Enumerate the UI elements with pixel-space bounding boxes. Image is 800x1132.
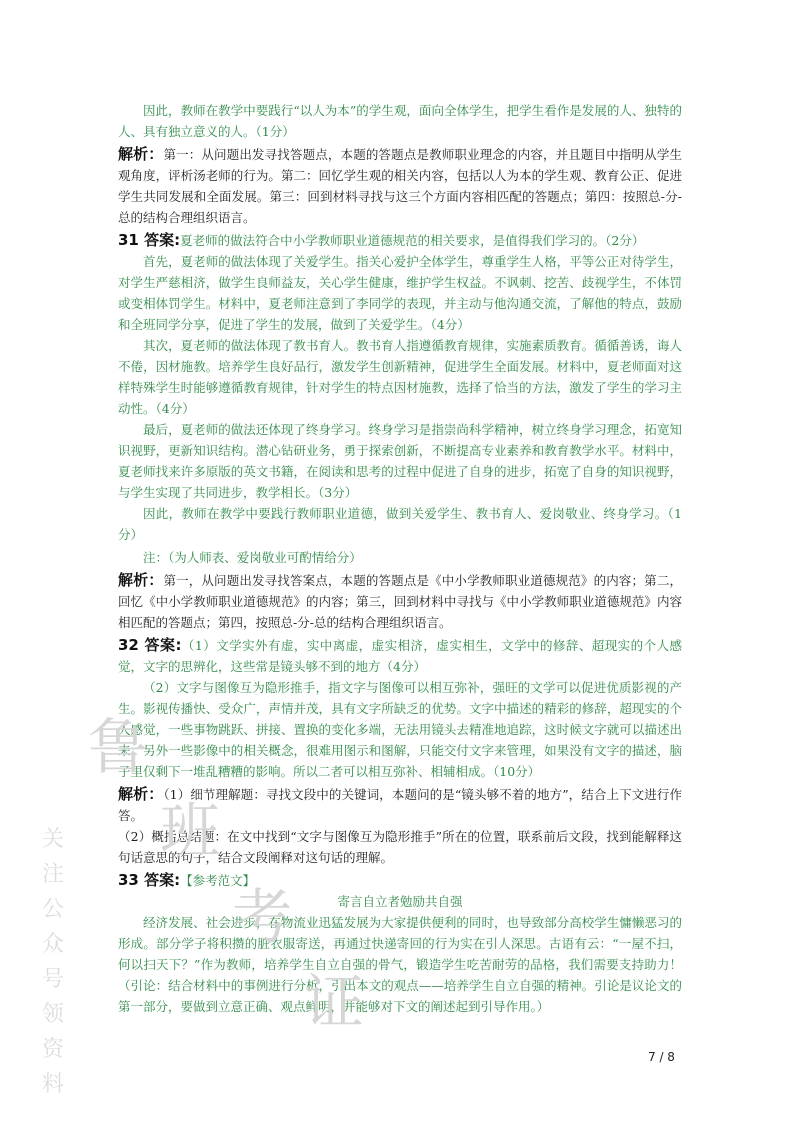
analysis-32-part-1: （1）细节理解题：寻找文段中的关键词，本题问的是“镜头够不着的地方”，结合上下文进行作答。 bbox=[118, 787, 682, 823]
watermark-vertical-text bbox=[40, 822, 66, 1102]
watermark-char-3: 考 bbox=[232, 883, 292, 953]
page-content bbox=[118, 100, 682, 1017]
conclusion-paragraph-30: 因此，教师在教学中要践行“以人为本”的学生观，面向全体学生，把学生看作是发展的人、独特的人、具有独立意义的人。（1分） bbox=[118, 103, 682, 139]
analysis-31 bbox=[118, 570, 682, 633]
answer-31-paragraph-2: 其次，夏老师的做法体现了教书育人。教书育人指遵循教育规律，实施素质教育。循循善诱，诲人不倦，因材施教。培养学生良好品行，激发学生创新精神，促进学生全面发展。材料中，夏老师面对这样特殊学生时能够遵循教育规律，针对学生的特点因材施教，选择了恰当的方法，激发了学生的学习主动性。（4分） bbox=[118, 338, 682, 416]
watermark-vertical-char: 资 bbox=[41, 1037, 64, 1062]
analysis-label: 解析： bbox=[118, 785, 164, 803]
watermark-char-2: 班 bbox=[160, 797, 220, 867]
page-number: 7 / 8 bbox=[648, 1050, 675, 1064]
answer-33-label: 33 答案: bbox=[118, 871, 181, 889]
analysis-30 bbox=[118, 144, 682, 228]
essay-title: 寄言自立者勉励共自强 bbox=[337, 894, 463, 909]
essay-paragraph-1: 经济发展、社会进步，在物流业迅猛发展为大家提供便利的同时，也导致部分高校学生慵懒恶习的形成。部分学子将积攒的脏衣服寄送，再通过快递寄回的行为实在引人深思。古语有云：“一屋不扫，何以扫天下？”作为教师，培养学生自立自强的骨气，锻造学生吃苦耐劳的品格，我们需要支持助力！（引论：结合材料中的事例进行分析，引出本文的观点——培养学生自立自强的精神。引论是议论文的第一部分，要做到立意正确、观点鲜明，并能够对下文的阐述起到引导作用。） bbox=[118, 915, 682, 1014]
answer-31-paragraph-4: 因此，教师在教学中要践行教师职业道德，做到关爱学生、教书育人、爱岗敬业、终身学习。（1分） bbox=[118, 506, 682, 542]
answer-31-label: 31 答案: bbox=[118, 231, 181, 249]
analysis-label: 解析： bbox=[118, 571, 164, 589]
answer-31-heading bbox=[118, 230, 682, 251]
watermark-char-4: 证 bbox=[304, 968, 364, 1038]
answer-33-heading bbox=[118, 870, 682, 891]
answer-33-tag: 【参考范文】 bbox=[180, 873, 256, 888]
answer-32-heading bbox=[118, 635, 682, 677]
answer-31-note: 注：（为人师表、爱岗敬业可酌情给分） bbox=[143, 550, 362, 565]
watermark-vertical-char: 众 bbox=[41, 932, 64, 957]
answer-32-part-1: （1）文学实外有虚，实中离虚，虚实相济，虚实相生，文学中的修辞、超现实的个人感觉，文字的思辨化，这些常是镜头够不到的地方（4分） bbox=[118, 638, 682, 674]
answer-32-part-2: （2）文字与图像互为隐形推手，指文字与图像可以相互弥补，强旺的文学可以促进优质影视的产生。影视传播快、受众广，声情并茂，具有文字所缺乏的优势。文字中描述的精彩的修辞，超现实的个人感觉，一些事物跳跃、拼接、置换的变化多端，无法用镜头去精准地追踪，这时候文字就可以描述出来；另外一些影像中的相关概念，很难用图示和图解，只能交付文字来管理，如果没有文字的描述，脑子里仅剩下一堆乱糟糟的影响。所以二者可以相互弥补、相辅相成。（10分） bbox=[118, 680, 682, 779]
watermark-vertical-char: 注 bbox=[41, 862, 64, 887]
analysis-31-text: 第一，从问题出发寻找答案点，本题的答题点是《中小学教师职业道德规范》的内容；第二，回忆《中小学教师职业道德规范》的内容；第三，回到材料中寻找与《中小学教师职业道德规范》内容相匹配的答题点；第四，按照总-分-总的结构合理组织语言。 bbox=[118, 573, 682, 630]
watermark-vertical-char: 号 bbox=[41, 967, 64, 992]
watermark-vertical-char: 公 bbox=[41, 897, 64, 922]
analysis-label: 解析： bbox=[118, 145, 164, 163]
answer-32-label: 32 答案: bbox=[118, 636, 182, 654]
watermark-vertical-char: 领 bbox=[41, 1002, 64, 1027]
watermark-vertical-char: 料 bbox=[41, 1072, 64, 1097]
analysis-30-text: 第一：从问题出发寻找答题点，本题的答题点是教师职业理念的内容，并且题目中指明从学生观角度，评析汤老师的行为。第二：回忆学生观的相关内容，包括以人为本的学生观、教育公正、促进学生共同发展和全面发展。第三：回到材料寻找与这三个方面内容相匹配的答题点；第四：按照总-分-总的结构合理组织语言。 bbox=[118, 147, 682, 225]
analysis-32-part-2: （2）概括总结题：在文中找到“文字与图像互为隐形推手”所在的位置，联系前后文段，找到能解释这句话意思的句子，结合文段阐释对这句话的理解。 bbox=[118, 829, 682, 865]
watermark-char-1: 鲁 bbox=[88, 713, 148, 783]
answer-31-paragraph-3: 最后，夏老师的做法还体现了终身学习。终身学习是指崇尚科学精神，树立终身学习理念，拓宽知识视野，更新知识结构。潜心钻研业务，勇于探索创新，不断提高专业素养和教育教学水平。材料中，夏老师找来许多原版的英文书籍，在阅读和思考的过程中促进了自身的进步，拓宽了自身的知识视野，与学生实现了共同进步，教学相长。（3分） bbox=[118, 422, 682, 500]
answer-31-intro: 夏老师的做法符合中小学教师职业道德规范的相关要求，是值得我们学习的。（2分） bbox=[180, 233, 645, 248]
answer-31-paragraph-1: 首先，夏老师的做法体现了关爱学生。指关心爱护全体学生，尊重学生人格，平等公正对待学生，对学生严慈相济，做学生良师益友，关心学生健康，维护学生权益。不讽刺、挖苦、歧视学生，不体罚或变相体罚学生。材料中，夏老师注意到了李同学的表现，并主动与他沟通交流，了解他的特点，鼓励和全班同学分享，促进了学生的发展，做到了关爱学生。（4分） bbox=[118, 254, 682, 332]
watermark-vertical-char: 关 bbox=[41, 827, 64, 852]
